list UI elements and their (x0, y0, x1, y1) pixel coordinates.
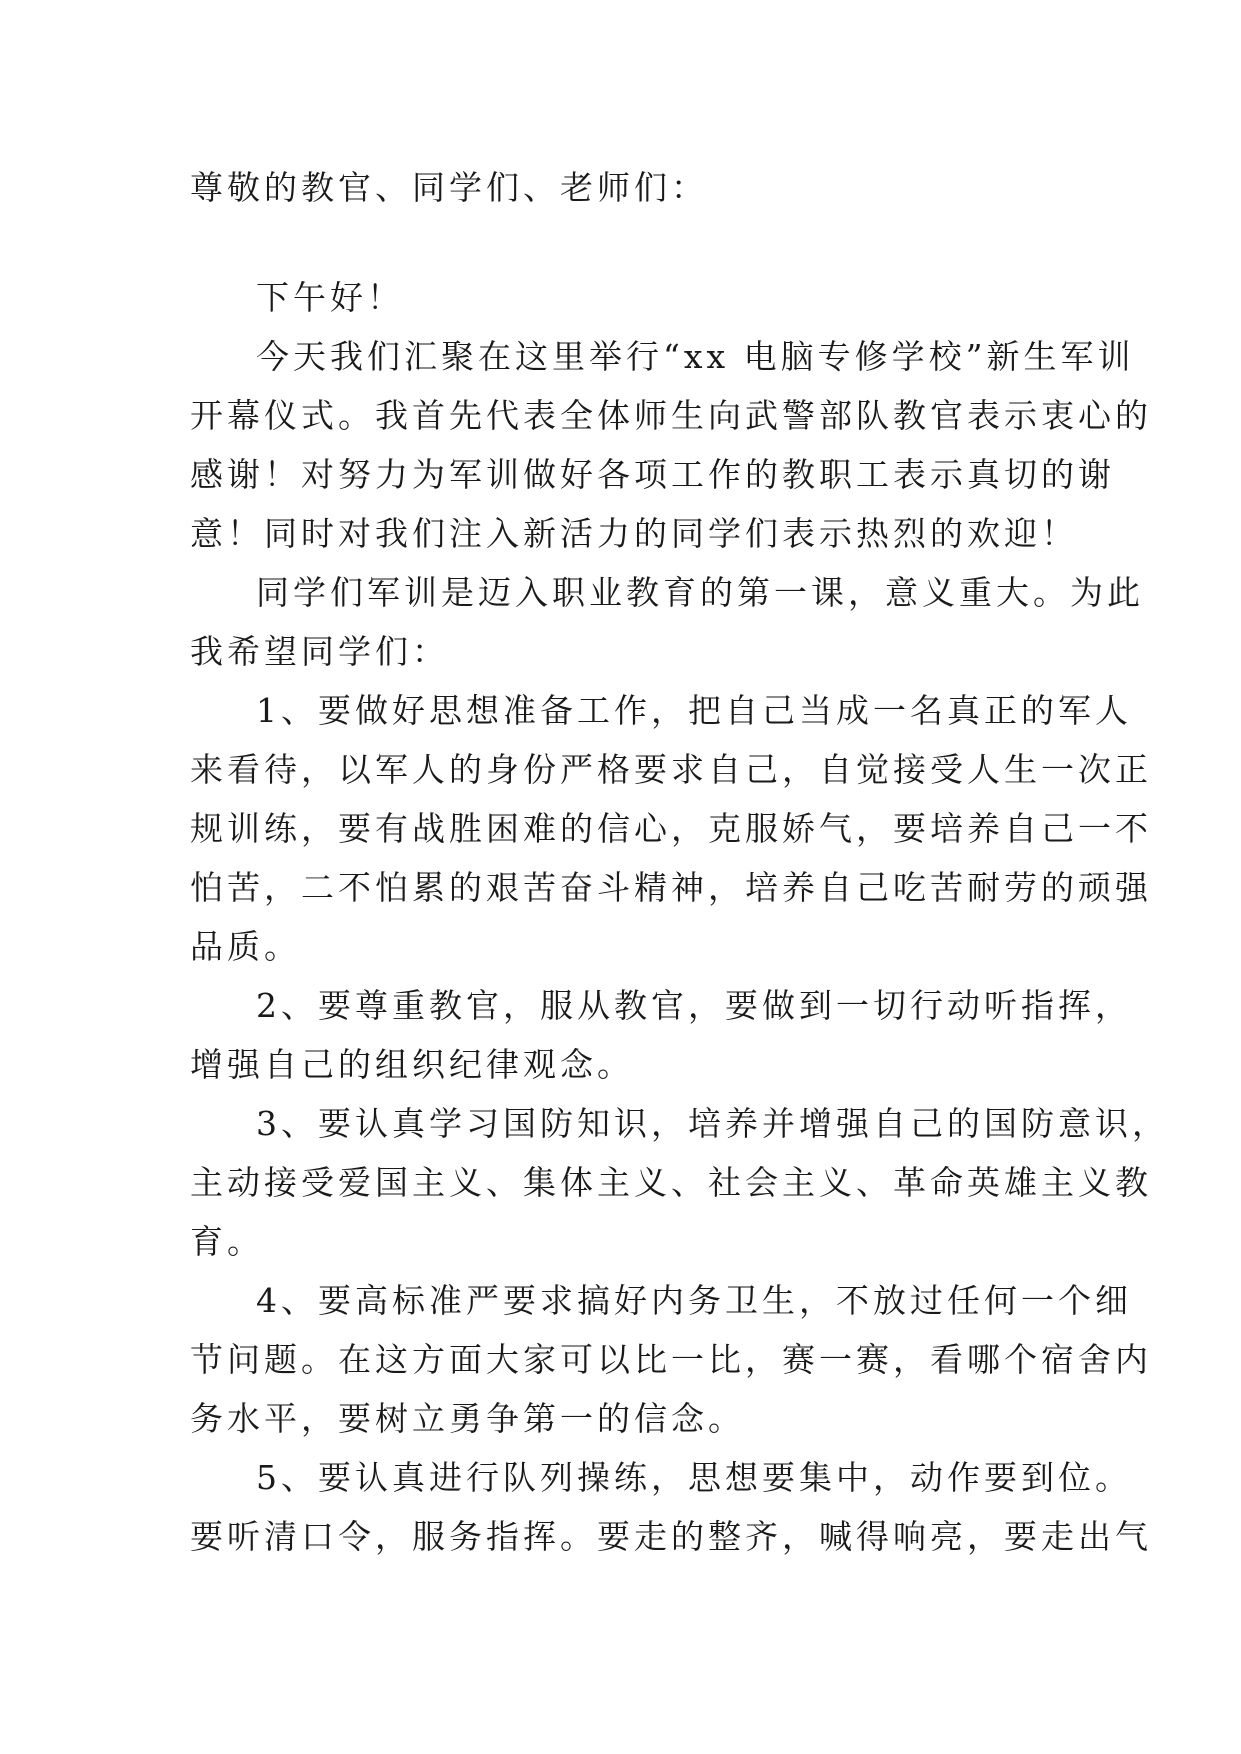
text-line: 节问题。在这方面大家可以比一比，赛一赛，看哪个宿舍内 (190, 1340, 1152, 1379)
text-line: 意！同时对我们注入新活力的同学们表示热烈的欢迎！ (190, 514, 1078, 553)
text-line: 务水平，要树立勇争第一的信念。 (190, 1399, 745, 1438)
text-line: 主动接受爱国主义、集体主义、社会主义、革命英雄主义教 (190, 1163, 1152, 1202)
text-line: 品质。 (190, 927, 301, 966)
text-line: 增强自己的组织纪律观念。 (190, 1045, 634, 1084)
text-line: 下午好！ (256, 278, 404, 317)
text-line: 3、要认真学习国防知识，培养并增强自己的国防意识， (256, 1104, 1169, 1143)
text-line: 感谢！对努力为军训做好各项工作的教职工表示真切的谢 (190, 455, 1115, 494)
salutation: 尊敬的教官、同学们、老师们： (190, 168, 708, 207)
text-line: 今天我们汇聚在这里举行“xx 电脑专修学校”新生军训 (256, 337, 1135, 376)
text-line: 要听清口令，服务指挥。要走的整齐，喊得响亮，要走出气 (190, 1517, 1152, 1556)
text-line: 2、要尊重教官，服从教官，要做到一切行动听指挥， (256, 986, 1132, 1025)
text-line: 1、要做好思想准备工作，把自己当成一名真正的军人 (256, 691, 1132, 730)
text-line: 我希望同学们： (190, 632, 449, 671)
document-body (190, 268, 1169, 1566)
text-line: 5、要认真进行队列操练，思想要集中，动作要到位。 (256, 1458, 1132, 1497)
text-line: 同学们军训是迈入职业教育的第一课，意义重大。为此 (256, 573, 1144, 612)
text-line: 开幕仪式。我首先代表全体师生向武警部队教官表示衷心的 (190, 396, 1152, 435)
text-line: 规训练，要有战胜困难的信心，克服娇气，要培养自己一不 (190, 809, 1152, 848)
text-line: 来看待，以军人的身份严格要求自己，自觉接受人生一次正 (190, 750, 1152, 789)
text-line: 4、要高标准严要求搞好内务卫生，不放过任何一个细 (256, 1281, 1132, 1320)
text-line: 怕苦，二不怕累的艰苦奋斗精神，培养自己吃苦耐劳的顽强 (190, 868, 1152, 907)
text-line: 育。 (190, 1222, 264, 1261)
